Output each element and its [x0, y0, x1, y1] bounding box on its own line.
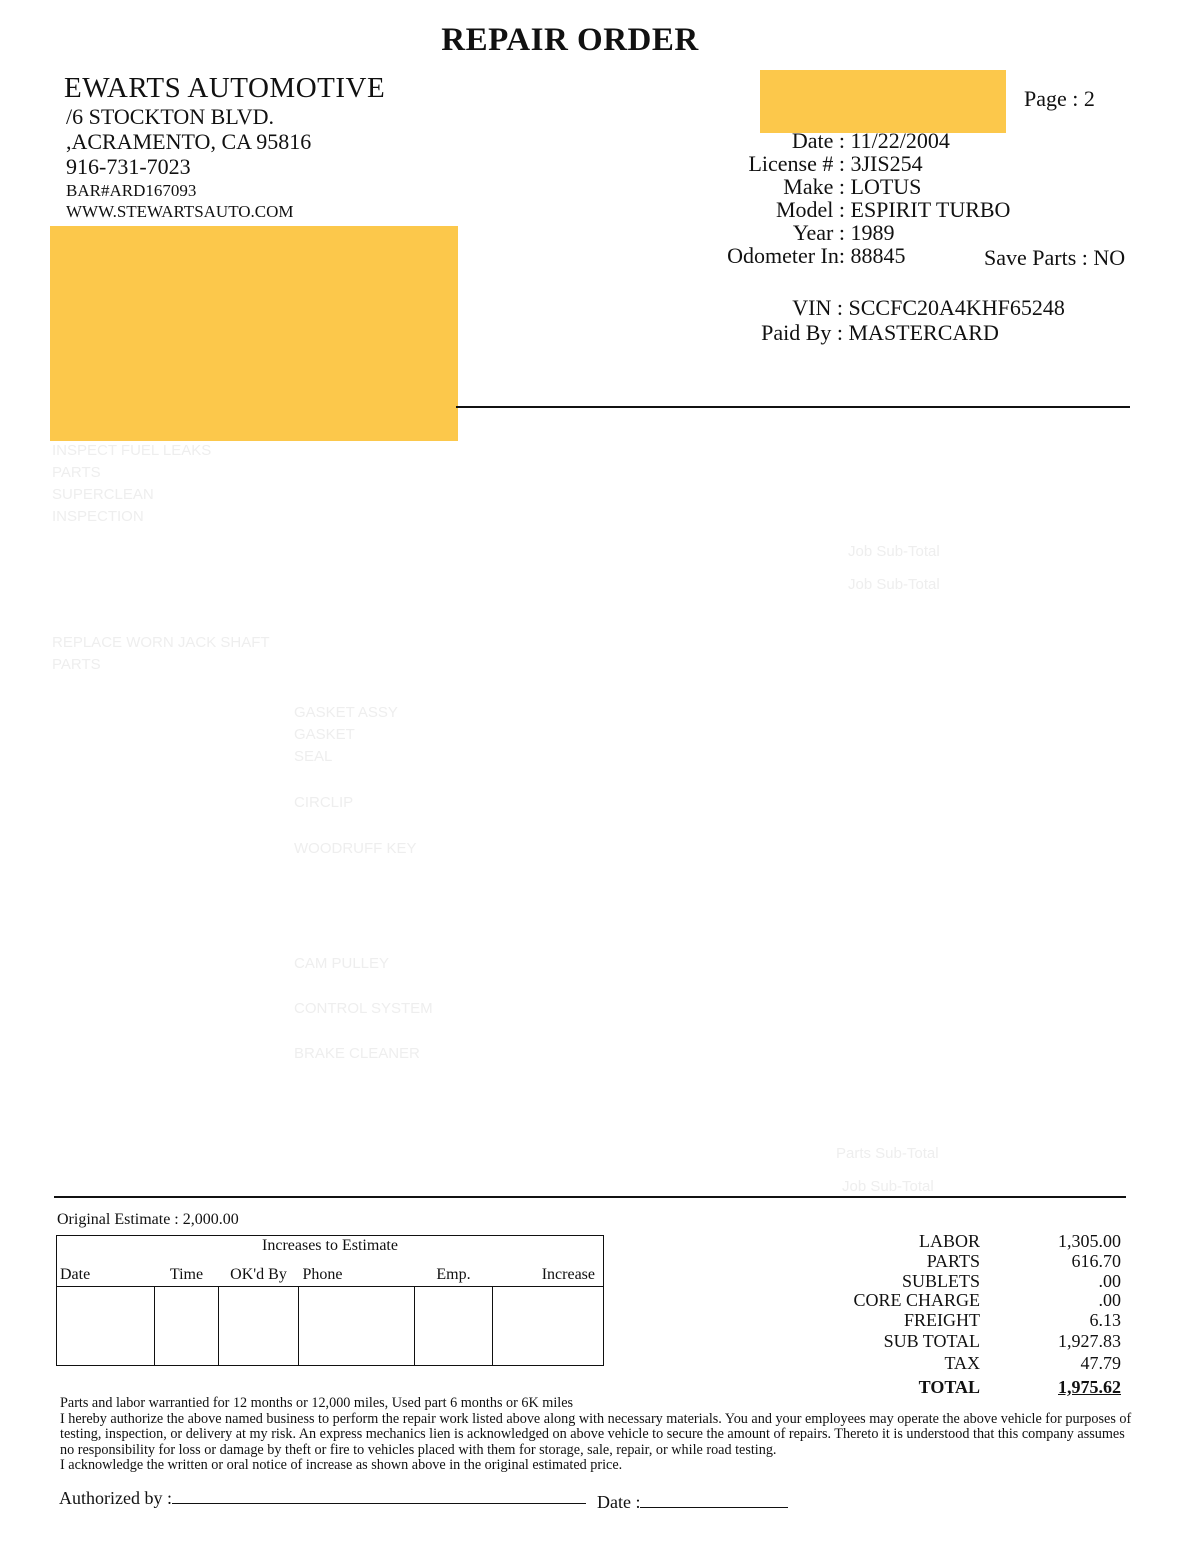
faint-line-item: CAM PULLEY [294, 955, 390, 972]
date-value: 11/22/2004 [850, 128, 950, 153]
date-label: Date : [791, 128, 845, 153]
increase-cell-amount [493, 1287, 604, 1366]
original-estimate-label: Original Estimate : [57, 1211, 179, 1228]
save-parts-field [984, 245, 1125, 271]
odometer-label: Odometer In: [727, 243, 845, 268]
header-divider [456, 406, 1130, 408]
redaction-sticker-customer [50, 226, 458, 441]
faint-line-item: BRAKE CLEANER [294, 1045, 420, 1062]
faint-parts-heading: PARTS [52, 464, 101, 481]
faint-job-title: INSPECT FUEL LEAKS [52, 442, 212, 459]
paid-by-value: MASTERCARD [848, 320, 999, 345]
redaction-sticker-top [760, 70, 1006, 133]
vin-label: VIN : [792, 295, 843, 320]
year-value: 1989 [850, 220, 895, 245]
estimate-increase-table [56, 1235, 604, 1366]
authorization-text: I hereby authorize the above named business to perform the repair work listed above along with necessary materials. You and your employees may operate the above vehicle for purposes of testing, inspection, or delivery at my risk. An express mechanics lien is acknowledged on above vehicle to secure the amount of repairs. Thereto it is understood that this company assumes no responsibility for loss or damage by theft or fire to vehicles placed with them for storage, sale, repair, or while road testing. [60, 1410, 1132, 1458]
column-header-phone: Phone [299, 1256, 415, 1287]
signature-date-field [597, 1492, 788, 1513]
totals-row-parts [830, 1252, 1130, 1272]
increase-cell-emp [415, 1287, 493, 1366]
increase-cell-time [155, 1287, 219, 1366]
acknowledgement-text: I acknowledge the written or oral notice of increase as shown above in the original estimated price. [60, 1457, 623, 1473]
totals-row-subtotal [830, 1332, 1130, 1352]
column-header-emp: Emp. [415, 1256, 493, 1287]
column-header-okd-by: OK'd By [219, 1256, 299, 1287]
totals-row-labor [830, 1232, 1130, 1252]
original-estimate [57, 1211, 239, 1229]
license-label: License # : [748, 151, 845, 176]
warranty-text: Parts and labor warrantied for 12 months or 12,000 miles, Used part 6 months or 6K miles [60, 1395, 574, 1411]
core-charge-label: CORE CHARGE [853, 1290, 980, 1311]
increase-cell-date [57, 1287, 155, 1366]
vin-field [700, 295, 1065, 321]
parts-value: 616.70 [1071, 1250, 1121, 1271]
faint-subtotal: Job Sub-Total [848, 543, 940, 560]
total-label: TOTAL [918, 1376, 980, 1397]
signature-date-line [640, 1493, 788, 1508]
increase-cell-okd-by [219, 1287, 299, 1366]
column-header-increase: Increase [493, 1256, 604, 1287]
footer-divider [54, 1196, 1126, 1198]
paid-by-label: Paid By : [761, 320, 843, 345]
tax-label: TAX [944, 1352, 980, 1373]
authorized-signature-line [172, 1489, 586, 1504]
shop-bar-number: BAR#ARD167093 [66, 181, 197, 200]
shop-street: /6 STOCKTON BLVD. [66, 104, 275, 129]
totals-row-total [830, 1378, 1130, 1398]
page-number: Page : 2 [1024, 86, 1095, 111]
increase-table-row [57, 1287, 604, 1366]
totals-row-sublets [830, 1272, 1130, 1292]
paid-by-field [700, 320, 999, 346]
model-label: Model : [775, 197, 845, 222]
vin-value: SCCFC20A4KHF65248 [848, 295, 1065, 320]
freight-label: FREIGHT [904, 1310, 980, 1331]
totals-row-tax [830, 1354, 1130, 1374]
freight-value: 6.13 [1089, 1310, 1121, 1331]
faint-subtotal: Parts Sub-Total [836, 1145, 939, 1162]
faint-line-item: SEAL [294, 748, 333, 765]
faint-parts-heading: PARTS [52, 656, 101, 673]
faint-line-item: CONTROL SYSTEM [294, 1000, 433, 1017]
subtotal-label: SUB TOTAL [883, 1330, 980, 1351]
increase-cell-phone [299, 1287, 415, 1366]
sublets-label: SUBLETS [901, 1270, 980, 1291]
authorized-by-field [59, 1488, 586, 1509]
faint-subtotal: Job Sub-Total [848, 576, 940, 593]
faint-line-item: WOODRUFF KEY [294, 840, 417, 857]
faint-job-title: REPLACE WORN JACK SHAFT [52, 634, 270, 651]
authorized-by-label: Authorized by : [59, 1488, 172, 1508]
faint-line-item: SUPERCLEAN [52, 486, 154, 503]
faint-line-item: GASKET ASSY [294, 704, 398, 721]
shop-website: WWW.STEWARTSAUTO.COM [66, 202, 294, 221]
totals-row-core-charge [830, 1291, 1130, 1311]
shop-phone: 916-731-7023 [66, 154, 191, 179]
increase-table-caption: Increases to Estimate [262, 1237, 398, 1254]
odometer-value: 88845 [850, 243, 906, 268]
sublets-value: .00 [1098, 1270, 1121, 1291]
tax-value: 47.79 [1080, 1352, 1121, 1373]
make-value: LOTUS [850, 174, 922, 199]
total-value: 1,975.62 [1058, 1376, 1121, 1397]
save-parts-value: NO [1093, 245, 1126, 270]
save-parts-label: Save Parts : [984, 245, 1088, 270]
labor-label: LABOR [918, 1231, 980, 1251]
signature-date-label: Date : [597, 1492, 641, 1512]
totals-block [830, 1232, 1130, 1397]
labor-value: 1,305.00 [1058, 1231, 1121, 1251]
core-charge-value: .00 [1098, 1290, 1121, 1311]
column-header-date: Date [57, 1256, 155, 1287]
year-label: Year : [792, 220, 845, 245]
shop-city: ,ACRAMENTO, CA 95816 [66, 129, 312, 154]
faint-line-item: GASKET [294, 726, 355, 743]
column-header-time: Time [155, 1256, 219, 1287]
model-value: ESPIRIT TURBO [850, 197, 1011, 222]
make-label: Make : [783, 174, 845, 199]
terms-block [60, 1396, 1140, 1474]
faint-subtotal: Job Sub-Total [842, 1178, 934, 1195]
faint-line-item: INSPECTION [52, 508, 144, 525]
faint-line-item: CIRCLIP [294, 794, 354, 811]
parts-label: PARTS [926, 1250, 980, 1271]
document-title: REPAIR ORDER [441, 22, 699, 58]
shop-info [66, 74, 385, 220]
shop-name: EWARTS AUTOMOTIVE [64, 72, 386, 104]
license-value: 3JIS254 [850, 151, 923, 176]
original-estimate-value: 2,000.00 [182, 1211, 239, 1228]
odometer-field [700, 243, 906, 269]
totals-row-freight [830, 1311, 1130, 1331]
subtotal-value: 1,927.83 [1058, 1330, 1121, 1351]
